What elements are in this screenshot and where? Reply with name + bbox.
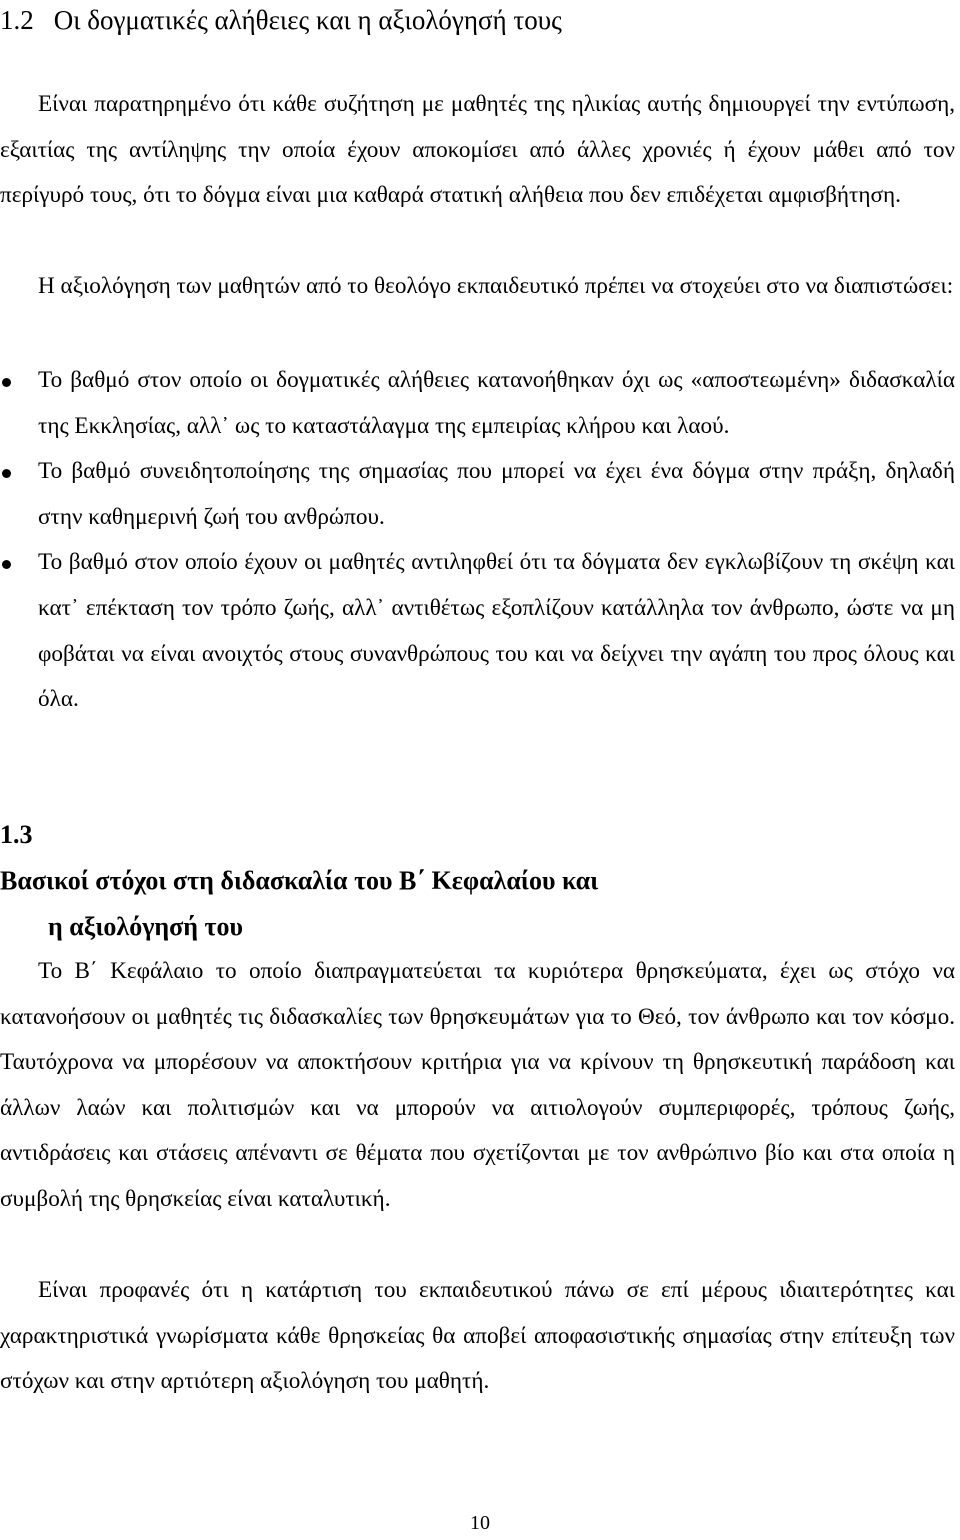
page-number: 10 [470,1512,490,1534]
bullet-text: Το βαθμό στον οποίο οι δογματικές αλήθειες κατανοήθηκαν όχι ως «αποστεωμένη» διδασκαλία της Εκκλησίας, αλλ᾽ ως το καταστάλαγμα της εμπειρίας κλήρου και λαού. [38,367,955,439]
subsection-heading [0,812,598,950]
section-paragraph-2: Η αξιολόγηση των μαθητών από το θεολόγο εκπαιδευτικό πρέπει να στοχεύει στο να διαπιστώσει: [38,273,954,299]
subsection-title-line-1 [0,812,598,904]
assessment-bullet-list [0,358,955,723]
bullet-text: Το βαθμό στον οποίο έχουν οι μαθητές αντιληφθεί ότι τα δόγματα δεν εγκλωβίζουν τη σκέψη και κατ᾽ επέκταση τον τρόπο ζωής, αλλ᾽ αντιθέτως εξοπλίζουν κατάλληλα τον άνθρωπο, ώστε να μη φοβάται να είναι ανοιχτός στους συνανθρώπους του και να δείχνει την αγάπη του προς όλους και όλα. [38,549,955,713]
section-paragraph-1: Είναι παρατηρημένο ότι κάθε συζήτηση με μαθητές της ηλικίας αυτής δημιουργεί την εντύπωση, εξαιτίας της αντίληψης την οποία έχουν αποκομίσει από άλλες χρονιές ή έχουν μάθει από τον περίγυρό τους, ότι το δόγμα είναι μια καθαρά στατική αλήθεια που δεν επιδέχεται αμφισβήτηση. [0,91,955,209]
bullet-icon [2,560,11,569]
bullet-icon [2,469,11,478]
bullet-item [0,449,955,540]
bullet-item [0,358,955,449]
bullet-item [0,540,955,722]
subsection-paragraph-2: Είναι προφανές ότι η κατάρτιση του εκπαιδευτικού πάνω σε επί μέρους ιδιαιτερότητες και χαρακτηριστικά γνωρίσματα κάθε θρησκείας θα αποβεί αποφασιστικής σημασίας στην επίτευξη των στόχων και στην αρτιότερη αξιολόγηση του μαθητή. [0,1277,955,1395]
bullet-text: Το βαθμό συνειδητοποίησης της σημασίας που μπορεί να έχει ένα δόγμα στην πράξη, δηλαδή στην καθημερινή ζωή του ανθρώπου. [38,458,955,530]
subsection-title-text: Βασικοί στόχοι στη διδασκαλία του Β΄ Κεφαλαίου και [0,866,599,895]
section-title: Οι δογματικές αλήθειες και η αξιολόγησή τους [53,5,562,35]
section-number: 1.2 [0,5,34,35]
subsection-title-line-2: η αξιολόγησή του [48,912,244,941]
bullet-icon [2,378,11,387]
subsection-number: 1.3 [0,820,33,849]
section-heading [0,2,562,38]
subsection-paragraph-1: Το Β΄ Κεφάλαιο το οποίο διαπραγματεύεται τα κυριότερα θρησκεύματα, έχει ως στόχο να κατανοήσουν οι μαθητές τις διδασκαλίες των θρησκευμάτων για το Θεό, τον άνθρωπο και τον κόσμο. Ταυτόχρονα να μπορέσουν να αποκτήσουν κριτήρια για να κρίνουν τη θρησκευτική παράδοση και άλλων λαών και πολιτισμών και να μπορούν να αιτιολογούν συμπεριφορές, τρόπους ζωής, αντιδράσεις και στάσεις απέναντι σε θέματα που σχετίζονται με τον ανθρώπινο βίο και στα οποία η συμβολή της θρησκείας είναι καταλυτική. [0,958,955,1212]
